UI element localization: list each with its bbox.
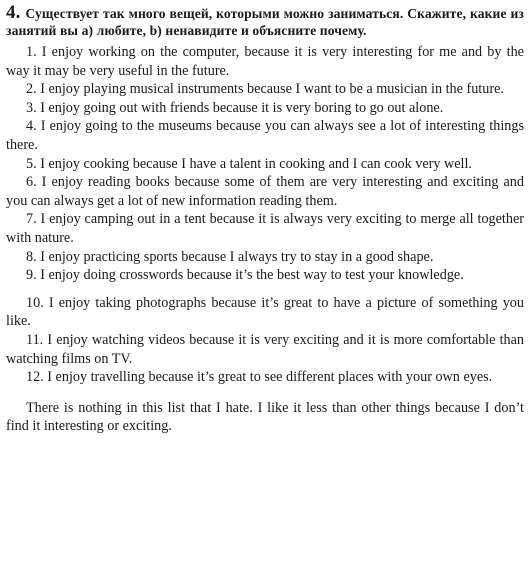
answer-item-11: 11. I enjoy watching videos because it is very exciting and it is more comfortable than watching films on TV.: [6, 331, 524, 367]
answer-item-10: 10. I enjoy taking photographs because it’s great to have a picture of something you like.: [6, 294, 524, 330]
answer-item-3: 3. I enjoy going out with friends because it is very boring to go out alone.: [26, 99, 444, 116]
task-header: [6, 4, 524, 39]
answer-item-2: 2. I enjoy playing musical instruments because I want to be a musician in the future.: [26, 81, 504, 98]
task-number: 4.: [6, 2, 21, 23]
answer-item-4: 4. I enjoy going to the museums because you can always see a lot of interesting things there.: [6, 118, 524, 153]
answer-item-6: 6. I enjoy reading books because some of them are very interesting and exciting and you can always get a lot of new information reading them.: [6, 174, 524, 209]
answer-item-12: 12. I enjoy travelling because it’s great to see different places with your own eyes.: [26, 369, 493, 386]
answer-item-9: 9. I enjoy doing crosswords because it’s the best way to test your knowledge.: [26, 267, 464, 284]
answer-item-5: 5. I enjoy cooking because I have a talent in cooking and I can cook very well.: [26, 155, 472, 172]
answer-item-1: 1. I enjoy working on the computer, because it is very interesting for me and by the way it may be very useful in the future.: [6, 44, 524, 79]
task-instruction: Существует так много вещей, которыми можно заниматься. Скажите, какие из занятий вы а) любите, b) ненавидите и объясните почему.: [6, 6, 524, 38]
conclusion-paragraph: There is nothing in this list that I hate. I like it less than other things because I don’t find it interesting or exciting.: [6, 399, 524, 435]
exercise-page: [6, 4, 524, 436]
answer-item-7: 7. I enjoy camping out in a tent because it is always very exciting to merge all together with nature.: [6, 211, 524, 246]
answer-item-8: 8. I enjoy practicing sports because I always try to stay in a good shape.: [26, 248, 434, 265]
